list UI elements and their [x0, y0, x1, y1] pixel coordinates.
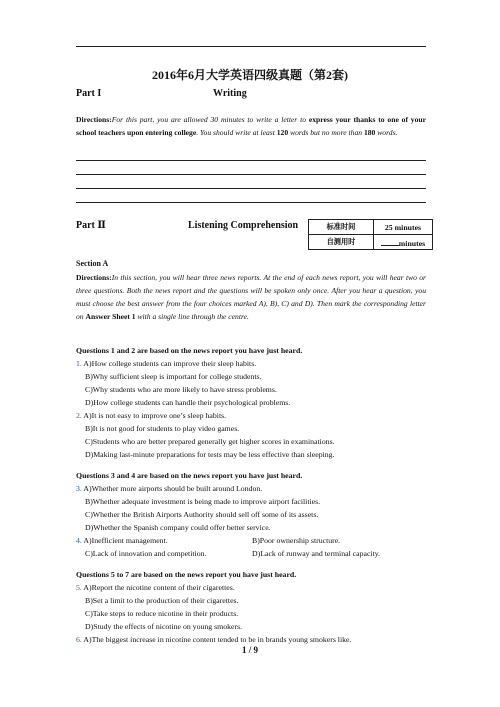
- writing-line: [76, 202, 426, 203]
- part1-directions: [76, 113, 426, 139]
- option-a: A)It is not easy to improve one’s sleep habits.: [83, 411, 227, 420]
- writing-line: [76, 174, 426, 175]
- option-d: D)Study the effects of nicotine on young smokers.: [85, 622, 243, 631]
- top-rule: [76, 46, 426, 47]
- option-d: D)Lack of runway and terminal capacity.: [252, 549, 381, 558]
- option-b: B)Why sufficient sleep is important for college students.: [85, 372, 262, 381]
- option-b: B)Set a limit to the production of their cigarettes.: [85, 596, 239, 605]
- directions-emphasis: Answer Sheet 1: [85, 312, 136, 321]
- writing-line: [76, 188, 426, 189]
- writing-line: [76, 160, 426, 161]
- directions-label: Directions:: [76, 115, 112, 124]
- option-a: A)Inefficient management.: [83, 536, 168, 545]
- question-number: 2.: [76, 411, 82, 420]
- question-group-heading: Questions 1 and 2 are based on the news report you have just heard.: [76, 346, 303, 355]
- question-4: [76, 536, 168, 545]
- option-b: B)Poor ownership structure.: [252, 536, 341, 545]
- self-time-value[interactable]: [374, 235, 433, 250]
- question-3: [76, 484, 262, 493]
- question-1: [76, 359, 256, 368]
- directions-text: words.: [375, 128, 398, 137]
- part2-directions: [76, 271, 426, 323]
- directions-label: Directions:: [76, 273, 112, 282]
- self-time-blank[interactable]: [381, 237, 399, 246]
- question-6: [76, 635, 351, 644]
- self-time-unit: minutes: [398, 238, 426, 248]
- option-d: D)How college students can handle their psychological problems.: [85, 398, 291, 407]
- part2-name: Listening Comprehension: [188, 220, 299, 231]
- question-number: 1.: [76, 359, 82, 368]
- directions-emphasis: express your thanks to one of your school teachers upon entering college: [76, 115, 426, 137]
- directions-emphasis: 120: [276, 128, 289, 137]
- option-c: C)Students who are better prepared generally get higher scores in examinations.: [85, 437, 335, 446]
- option-a: A)How college students can improve their sleep habits.: [83, 359, 257, 368]
- part2-label: Part Ⅱ: [76, 220, 106, 231]
- option-b: B)It is not good for students to play video games.: [85, 424, 240, 433]
- question-number: 5.: [76, 583, 82, 592]
- option-b: B)Whether adequate investment is being made to improve airport facilities.: [85, 497, 321, 506]
- option-c: C)Lack of innovation and competition.: [85, 549, 207, 558]
- question-group-heading: Questions 5 to 7 are based on the news report you have just heard.: [76, 570, 297, 579]
- option-a: A)Report the nicotine content of their cigarettes.: [83, 583, 235, 592]
- question-group-heading: Questions 3 and 4 are based on the news report you have just heard.: [76, 471, 303, 480]
- option-d: D)Making last-minute preparations for tests may be less effective than sleeping.: [85, 450, 335, 459]
- page-title: 2016年6月大学英语四级真题（第2套): [152, 68, 348, 82]
- directions-text: with a single line through the centre.: [135, 312, 249, 321]
- option-c: C)Why students who are more likely to have stress problems.: [85, 385, 277, 394]
- question-number: 3.: [76, 484, 82, 493]
- directions-emphasis: 180: [363, 128, 376, 137]
- directions-text: . You should write at least: [196, 128, 277, 137]
- part1-name: Writing: [213, 88, 247, 99]
- page-number: 1 / 9: [241, 645, 258, 655]
- question-5: [76, 583, 235, 592]
- section-a-heading: Section A: [76, 259, 109, 268]
- option-a: A)The biggest increase in nicotine content tended to be in brands young smokers like.: [83, 635, 352, 644]
- directions-text: For this part, you are allowed 30 minutes to write a letter to: [111, 115, 309, 124]
- standard-time-label: 标准时间: [309, 220, 374, 235]
- question-2: [76, 411, 226, 420]
- directions-text: words but no more than: [288, 128, 364, 137]
- standard-time-value: 25 minutes: [374, 220, 433, 235]
- option-c: C)Whether the British Airports Authority should sell off some of its assets.: [85, 510, 319, 519]
- question-number: 6.: [76, 635, 82, 644]
- option-a: A)Whether more airports should be built around London.: [83, 484, 263, 493]
- self-time-label: 自测用时: [309, 235, 374, 250]
- time-table: [308, 219, 433, 250]
- directions-text: In this section, you will hear three news reports. At the end of each news report, you will hear two or three questions. Both the news report and the questions will be spoken only once. After you hear a question, you must choose the best answer from the four choices marked A), B), C) and D). Then mark the corresponding letter on: [76, 273, 426, 321]
- part1-label: Part I: [76, 88, 102, 99]
- option-c: C)Take steps to reduce nicotine in their products.: [85, 609, 239, 618]
- option-d: D)Whether the Spanish company could offer better service.: [85, 523, 271, 532]
- question-number: 4.: [76, 536, 82, 545]
